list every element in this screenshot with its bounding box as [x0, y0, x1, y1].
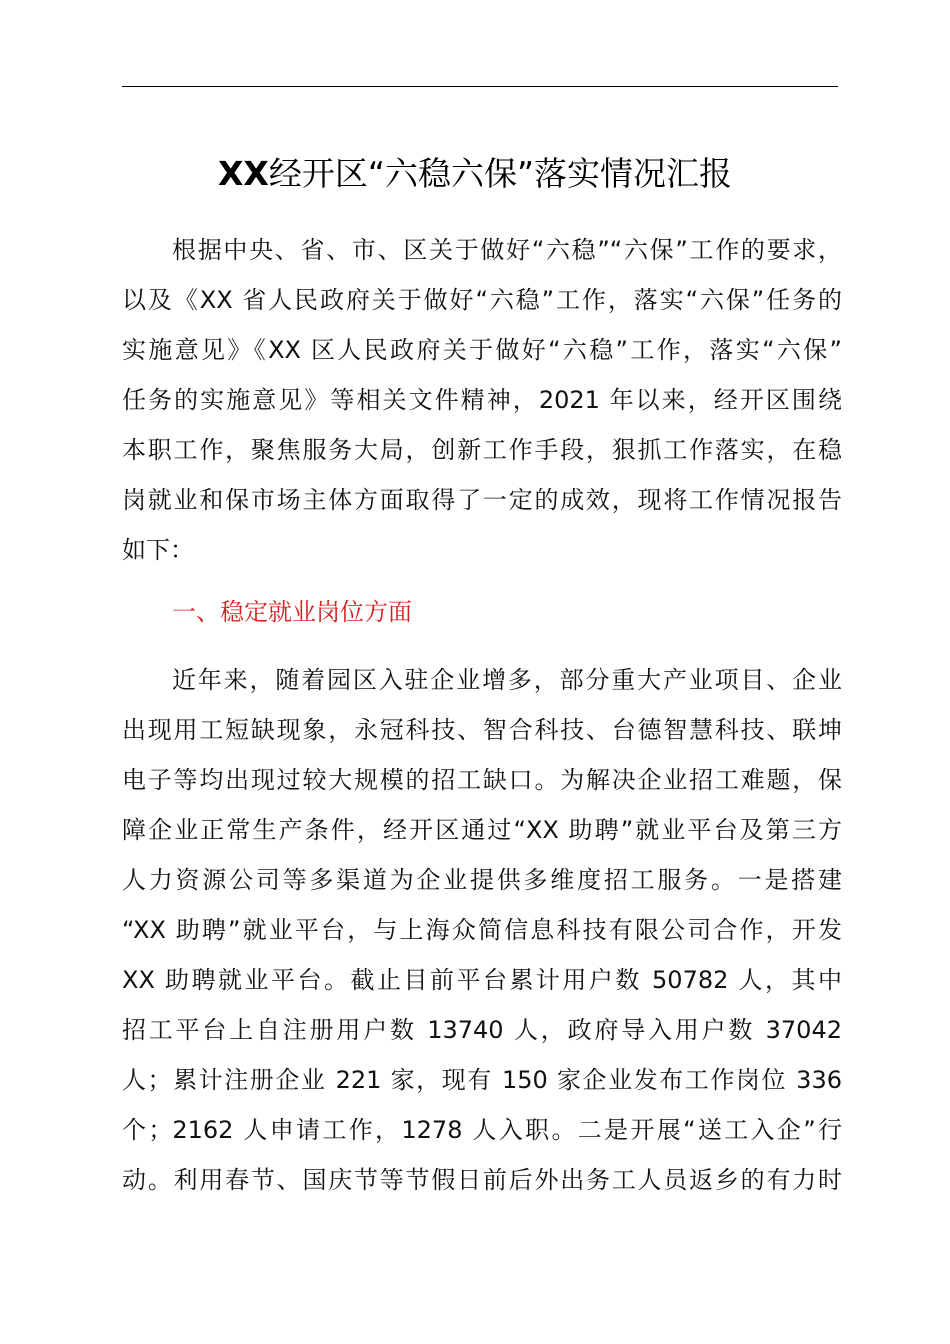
paragraph-line: “XX 助聘”就业平台，与上海众简信息科技有限公司合作，开发: [122, 916, 842, 944]
paragraph-intro: [122, 225, 842, 575]
paragraph-line: XX 助聘就业平台。截止目前平台累计用户数 50782 人，其中: [122, 966, 842, 994]
paragraph-line: 障企业正常生产条件，经开区通过“XX 助聘”就业平台及第三方: [122, 816, 842, 844]
paragraph-line: 本职工作，聚焦服务大局，创新工作手段，狠抓工作落实，在稳: [122, 436, 842, 464]
paragraph-line: 人力资源公司等多渠道为企业提供多维度招工服务。一是搭建: [122, 866, 842, 894]
header-rule: [122, 86, 838, 87]
paragraph-line: 动。利用春节、国庆节等节假日前后外出务工人员返乡的有力时: [122, 1166, 842, 1194]
paragraph-line: 如下：: [122, 536, 194, 564]
title-prefix: XX: [217, 154, 269, 193]
document-title: [0, 150, 950, 198]
paragraph-line: 个；2162 人申请工作，1278 人入职。二是开展“送工入企”行: [122, 1116, 842, 1144]
paragraph-line: 岗就业和保市场主体方面取得了一定的成效，现将工作情况报告: [122, 486, 842, 514]
paragraph-line: 根据中央、省、市、区关于做好“六稳”“六保”工作的要求，: [172, 236, 842, 264]
paragraph-line: 人；累计注册企业 221 家，现有 150 家企业发布工作岗位 336: [122, 1066, 842, 1094]
paragraph-employment: [122, 655, 842, 1205]
paragraph-line: 电子等均出现过较大规模的招工缺口。为解决企业招工难题，保: [122, 766, 842, 794]
title-text: 经开区“六稳六保”落实情况汇报: [268, 154, 733, 193]
paragraph-line: 近年来，随着园区入驻企业增多，部分重大产业项目、企业: [172, 666, 842, 694]
paragraph-line: 出现用工短缺现象，永冠科技、智合科技、台德智慧科技、联坤: [122, 716, 842, 744]
section-heading-employment: 一、稳定就业岗位方面: [172, 598, 412, 626]
paragraph-line: 任务的实施意见》等相关文件精神，2021 年以来，经开区围绕: [122, 386, 842, 414]
paragraph-line: 以及《XX 省人民政府关于做好“六稳”工作，落实“六保”任务的: [122, 286, 842, 314]
paragraph-line: 实施意见》《XX 区人民政府关于做好“六稳”工作，落实“六保”: [122, 336, 842, 364]
paragraph-line: 招工平台上自注册用户数 13740 人，政府导入用户数 37042: [122, 1016, 842, 1044]
